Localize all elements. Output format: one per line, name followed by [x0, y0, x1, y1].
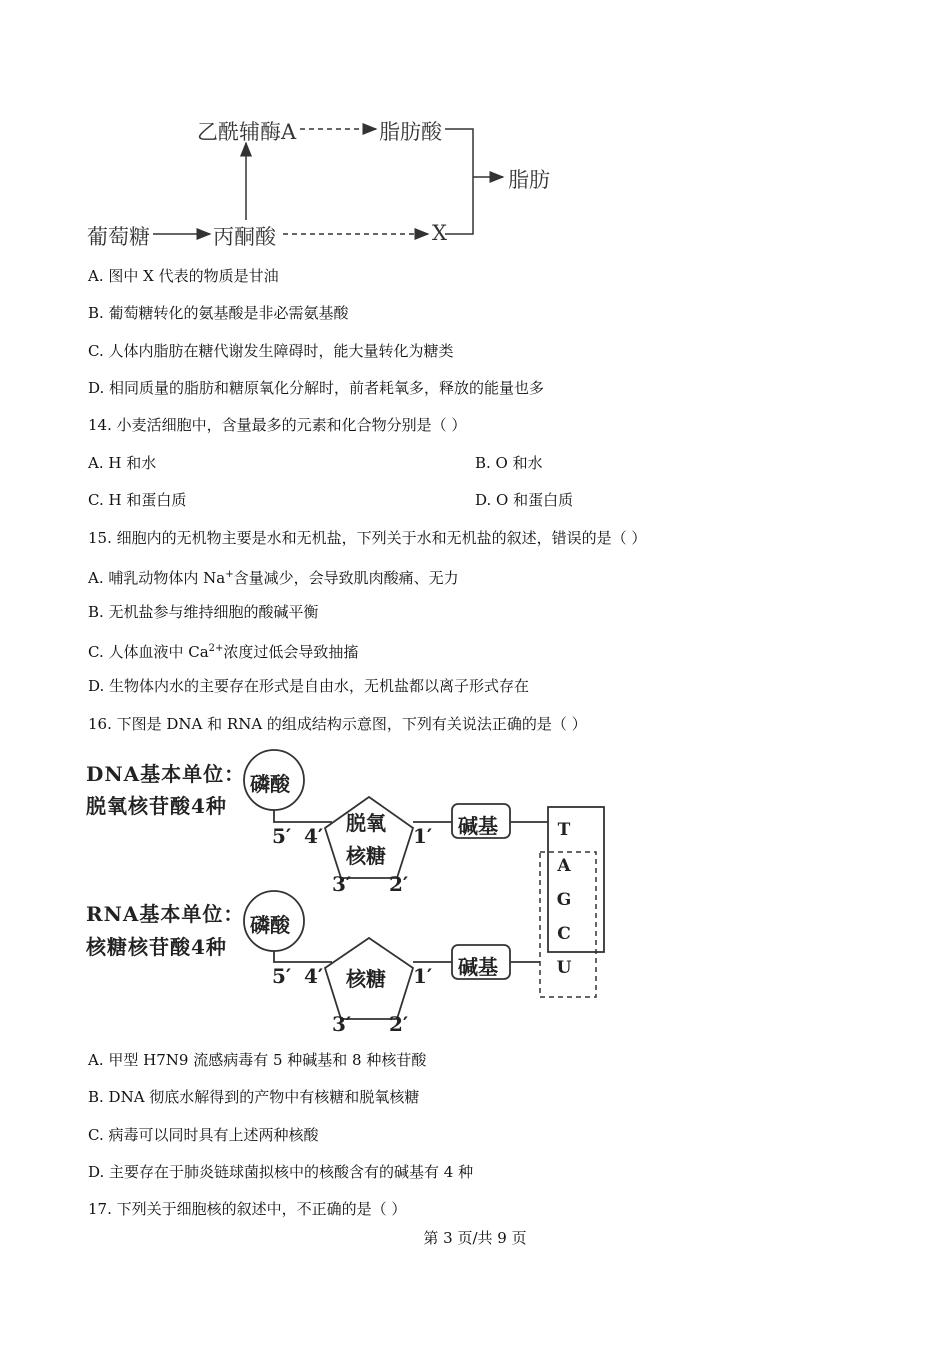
rna-carbon-1: 1′	[413, 964, 433, 988]
q17-stem: 17. 下列关于细胞核的叙述中，不正确的是（ ）	[88, 1200, 407, 1218]
dna-carbon-5: 5′	[272, 824, 292, 848]
dna-unit-subtitle: 脱氧核苷酸4种	[86, 794, 227, 818]
q14-option-b: B. O 和水	[475, 454, 543, 472]
rna-phosphate-bond	[274, 951, 332, 962]
q13-option-c: C. 人体内脂肪在糖代谢发生障碍时，能大量转化为糖类	[88, 342, 454, 360]
base-t: T	[557, 820, 571, 840]
q16-option-d: D. 主要存在于肺炎链球菌拟核中的核酸含有的碱基有 4 种	[88, 1163, 474, 1181]
dna-base-label: 碱基	[458, 814, 498, 838]
rna-phosphate-label: 磷酸	[250, 913, 290, 937]
q15-stem: 15. 细胞内的无机物主要是水和无机盐，下列关于水和无机盐的叙述，错误的是（ ）	[88, 529, 647, 547]
rna-carbon-2: 2′	[389, 1012, 409, 1036]
dna-carbon-2: 2′	[389, 872, 409, 896]
q15-option-c: C. 人体血液中 $Ca^{2+}$浓度过低会导致抽搐	[88, 643, 359, 661]
rna-base-label: 碱基	[458, 955, 498, 979]
page-footer: 第 3 页/共 9 页	[423, 1229, 527, 1247]
rna-unit-subtitle: 核糖核苷酸4种	[86, 935, 227, 959]
x-label: X	[432, 221, 447, 245]
acetylcoa-label: 乙酰辅酶A	[197, 120, 297, 144]
q14-option-c: C. H 和蛋白质	[88, 491, 187, 509]
q15-option-b: B. 无机盐参与维持细胞的酸碱平衡	[88, 603, 319, 621]
rna-unit-title: RNA基本单位：	[86, 902, 245, 926]
q13-option-a: A. 图中 X 代表的物质是甘油	[88, 267, 279, 285]
q13-option-d: D. 相同质量的脂肪和糖原氧化分解时，前者耗氧多，释放的能量也多	[88, 379, 545, 397]
dna-carbon-3: 3′	[332, 872, 352, 896]
dna-phosphate-label: 磷酸	[250, 772, 290, 796]
fat-label: 脂肪	[508, 168, 550, 192]
dna-sugar-label-2: 核糖	[346, 844, 386, 868]
dna-carbon-1: 1′	[413, 824, 433, 848]
pyruvate-label: 丙酮酸	[213, 225, 276, 249]
dna-sugar-label-1: 脱氧	[346, 811, 386, 835]
glucose-label: 葡萄糖	[87, 225, 150, 249]
q14-stem: 14. 小麦活细胞中，含量最多的元素和化合物分别是（ ）	[88, 416, 467, 434]
q16-stem: 16. 下图是 DNA 和 RNA 的组成结构示意图，下列有关说法正确的是（ ）	[88, 715, 587, 733]
base-g: G	[556, 890, 572, 910]
fattyacid-label: 脂肪酸	[379, 120, 442, 144]
dna-carbon-4: 4′	[304, 824, 324, 848]
bracket-to-fat	[445, 129, 473, 234]
q14-option-d: D. O 和蛋白质	[475, 491, 574, 509]
q15-option-d: D. 生物体内水的主要存在形式是自由水，无机盐都以离子形式存在	[88, 677, 530, 695]
dna-phosphate-bond	[274, 810, 332, 822]
q16-option-a: A. 甲型 H7N9 流感病毒有 5 种碱基和 8 种核苷酸	[88, 1051, 427, 1069]
rna-carbon-5: 5′	[272, 964, 292, 988]
dna-unit-title: DNA基本单位：	[86, 762, 246, 786]
rna-sugar-label: 核糖	[346, 967, 386, 991]
rna-carbon-4: 4′	[304, 964, 324, 988]
base-u: U	[556, 958, 572, 978]
base-c: C	[557, 924, 571, 944]
q14-option-a: A. H 和水	[88, 454, 157, 472]
q16-option-b: B. DNA 彻底水解得到的产物中有核糖和脱氧核糖	[88, 1088, 420, 1106]
base-a: A	[557, 856, 571, 876]
q16-option-c: C. 病毒可以同时具有上述两种核酸	[88, 1126, 319, 1144]
q15-option-a: A. 哺乳动物体内 Na+含量减少，会导致肌肉酸痛、无力	[88, 569, 459, 587]
q13-option-b: B. 葡萄糖转化的氨基酸是非必需氨基酸	[88, 304, 349, 322]
rna-carbon-3: 3′	[332, 1012, 352, 1036]
